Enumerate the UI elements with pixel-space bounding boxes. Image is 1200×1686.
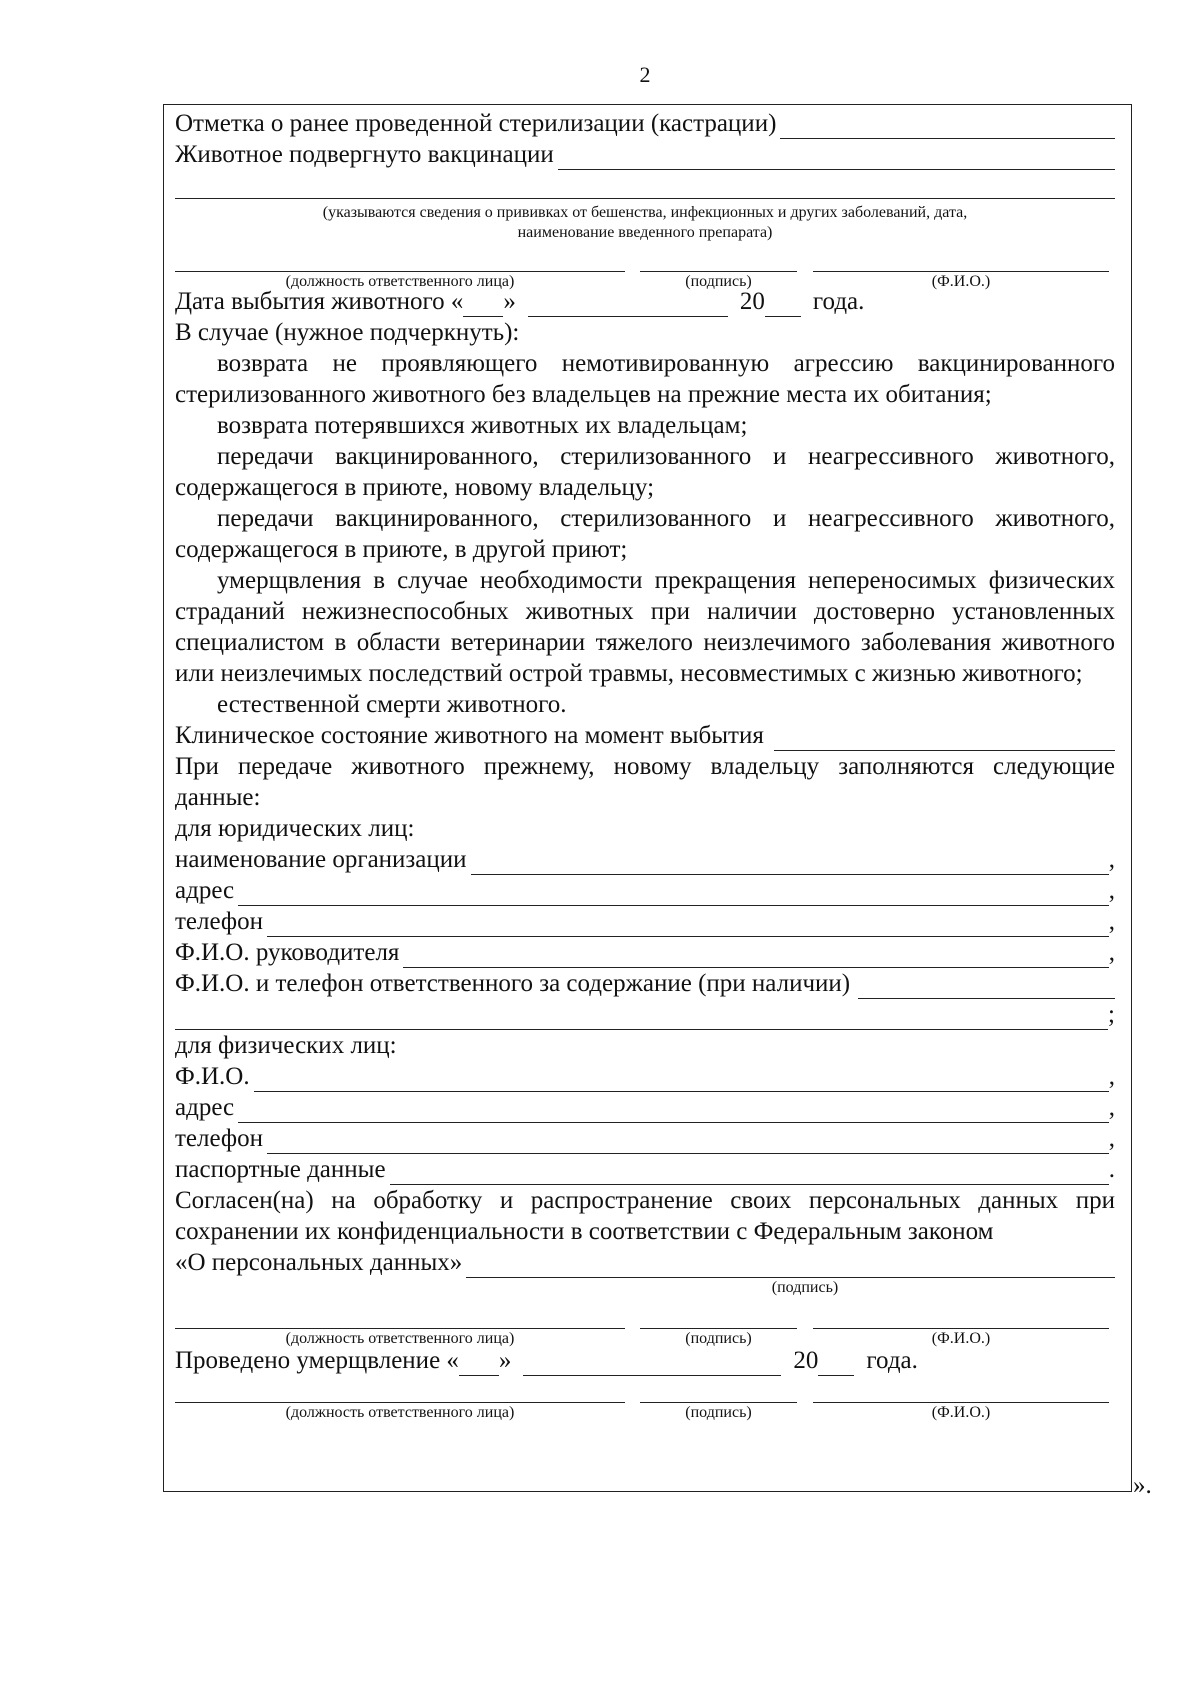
signature-row-1 [175,257,1115,272]
case-option-return-unowned[interactable]: возврата не проявляющего немотивированную агрессию вакцинированного стерилизованного животного без владельцев на прежние места их обитания; [175,350,1115,408]
natural-name-label: Ф.И.О. [175,1063,250,1090]
position-caption: (должность ответственного лица) [285,1404,515,1421]
natural-name-field[interactable] [254,1070,1109,1092]
legal-head-row [175,937,1115,968]
legal-responsible-label: Ф.И.О. и телефон ответственного за содержание (при наличии) [175,970,851,997]
comma: , [1108,939,1115,966]
natural-passport-row [175,1154,1115,1185]
position-field-3[interactable] [175,1388,625,1403]
signature-field-1[interactable] [640,257,797,272]
legal-phone-field[interactable] [267,915,1109,937]
euthanasia-day-field[interactable] [459,1354,499,1376]
departure-year-prefix: 20 [739,288,765,315]
euthanasia-year-field[interactable] [818,1354,854,1376]
signature-row-2 [175,1314,1115,1329]
legal-address-row [175,875,1115,906]
position-field-1[interactable] [175,257,625,272]
name-caption: (Ф.И.О.) [931,1404,991,1421]
comma: , [1108,877,1115,904]
name-field-3[interactable] [813,1388,1109,1403]
signature-row-3 [175,1388,1115,1403]
vaccination-field-continued[interactable] [175,178,1115,199]
departure-year-field[interactable] [765,295,801,317]
case-option-new-owner[interactable]: передачи вакцинированного, стерилизованного и неагрессивного животного, содержащегося в приюте, новому владельцу; [175,443,1115,501]
legal-address-label: адрес [175,877,235,904]
semicolon: ; [1108,1001,1115,1028]
departure-month-field[interactable] [528,295,728,317]
vaccination-field[interactable] [558,148,1115,170]
transfer-intro: При передаче животного прежнему, новому владельцу заполняются следующие данные: [175,753,1115,811]
legal-address-field[interactable] [238,884,1109,906]
natural-header: для физических лиц: [175,1032,397,1059]
name-caption: (Ф.И.О.) [931,273,991,290]
signature-captions-3 [175,1403,1115,1423]
case-option-natural-death[interactable]: естественной смерти животного. [217,691,567,718]
euthanasia-year-prefix: 20 [793,1347,819,1374]
case-option-return-to-owner[interactable]: возврата потерявшихся животных их владельцам; [217,412,748,439]
legal-responsible-row-2 [175,999,1115,1030]
period: . [1108,1156,1115,1183]
legal-responsible-field-continued[interactable] [175,1008,1108,1030]
natural-address-label: адрес [175,1094,235,1121]
legal-phone-row [175,906,1115,937]
form-content [175,108,1115,1423]
comma: , [1108,1063,1115,1090]
comma: , [1108,846,1115,873]
departure-year-suffix: года. [812,288,865,315]
natural-passport-field[interactable] [390,1163,1109,1185]
natural-address-row [175,1092,1115,1123]
signature-caption: (подпись) [685,1330,752,1347]
case-option-other-shelter[interactable]: передачи вакцинированного, стерилизованного и неагрессивного животного, содержащегося в приюте, в другой приют; [175,505,1115,563]
position-field-2[interactable] [175,1314,625,1329]
consent-signature-caption: (подпись) [771,1279,839,1296]
vaccination-caption: (указываются сведения о прививках от бешенства, инфекционных и других заболеваний, дата, наименование введенного препарата) [322,204,968,241]
case-option-euthanasia[interactable]: умерщвления в случае необходимости прекращения непереносимых физических страданий нежизнеспособных животных при наличии достоверно установленных специалистом в области ветеринарии тяжелого неизлечимого заболевания животного или неизлечимых последствий острой травмы, несовместимых с жизнью животного; [175,567,1115,687]
sterilization-field[interactable] [780,117,1115,139]
consent-signature-field[interactable] [466,1256,1115,1278]
natural-address-field[interactable] [238,1101,1109,1123]
departure-quote-close: » [503,288,516,315]
natural-name-row [175,1061,1115,1092]
consent-law-label: «О персональных данных» [175,1249,463,1276]
natural-passport-label: паспортные данные [175,1156,386,1183]
euthanasia-label: Проведено умерщвление « [175,1347,459,1374]
euthanasia-date-row [175,1345,1115,1376]
case-header: В случае (нужное подчеркнуть): [175,319,520,346]
clinical-row [175,720,1115,751]
legal-responsible-row [175,968,1115,999]
name-field-2[interactable] [813,1314,1109,1329]
consent-row [175,1247,1115,1278]
legal-org-row [175,844,1115,875]
departure-label: Дата выбытия животного « [175,288,464,315]
sterilization-label: Отметка о ранее проведенной стерилизации (кастрации) [175,110,777,137]
position-caption: (должность ответственного лица) [285,273,515,290]
legal-org-label: наименование организации [175,846,467,873]
position-caption: (должность ответственного лица) [285,1330,515,1347]
clinical-field[interactable] [774,729,1115,751]
comma: , [1108,1094,1115,1121]
euthanasia-quote-close: » [498,1347,512,1374]
natural-phone-label: телефон [175,1125,263,1152]
legal-head-field[interactable] [403,946,1108,968]
legal-responsible-field[interactable] [858,977,1115,999]
signature-caption: (подпись) [685,273,752,290]
comma: , [1108,908,1115,935]
page-number: 2 [639,62,651,87]
euthanasia-year-suffix: года. [866,1347,918,1374]
natural-phone-field[interactable] [267,1132,1109,1154]
name-field-1[interactable] [813,257,1109,272]
departure-day-field[interactable] [463,295,503,317]
vaccination-label: Животное подвергнуто вакцинации [175,141,554,168]
comma: , [1108,1125,1115,1152]
name-caption: (Ф.И.О.) [931,1330,991,1347]
closing-quote-mark: ». [1133,1472,1152,1499]
clinical-label: Клиническое состояние животного на момент выбытия [175,722,764,749]
euthanasia-month-field[interactable] [523,1354,781,1376]
legal-head-label: Ф.И.О. руководителя [175,939,400,966]
signature-field-2[interactable] [640,1314,797,1329]
legal-phone-label: телефон [175,908,263,935]
consent-text: Согласен(на) на обработку и распространение своих персональных данных при сохранении их конфиденциальности в соответствии с Федеральным законом [175,1187,1115,1245]
signature-field-3[interactable] [640,1388,797,1403]
vaccination-row [175,139,1115,170]
signature-caption: (подпись) [685,1404,752,1421]
legal-org-field[interactable] [471,853,1109,875]
natural-phone-row [175,1123,1115,1154]
legal-header: для юридических лиц: [175,815,415,842]
sterilization-row [175,108,1115,139]
